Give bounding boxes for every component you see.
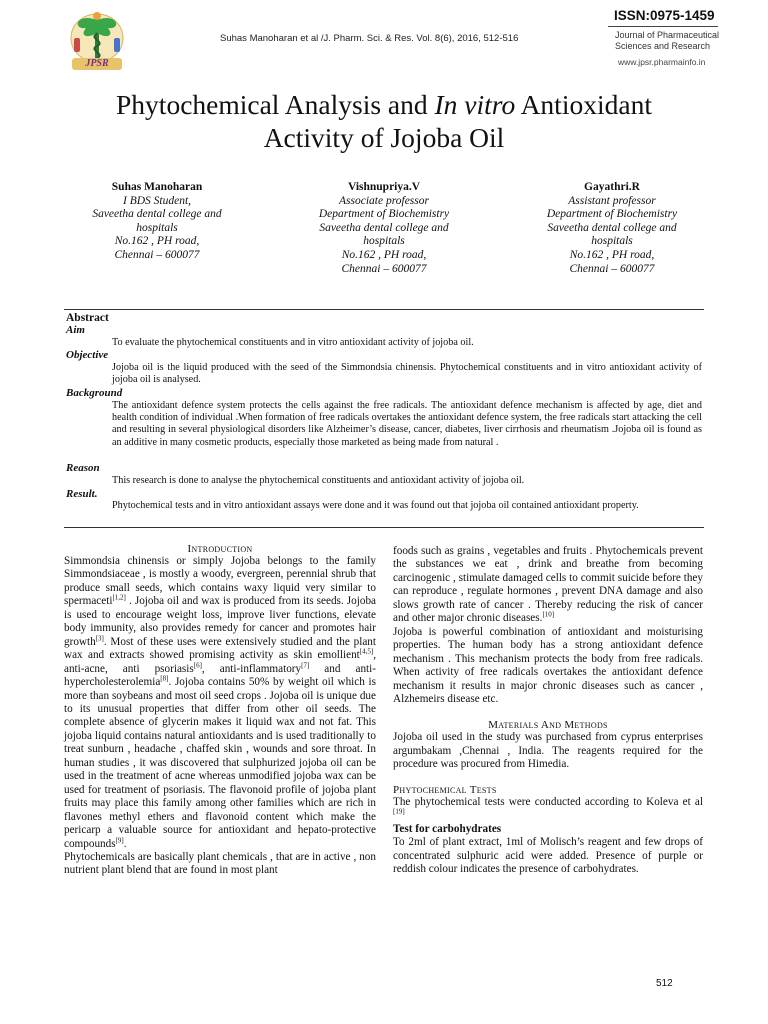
citation-ref[interactable]: [1,2] <box>112 593 126 602</box>
author-affiliation-line: Chennai – 600077 <box>341 262 427 275</box>
author-name: Vishnupriya.V <box>347 181 421 193</box>
intro-text: , anti-inflammatory <box>201 662 302 675</box>
carbohydrates-test-heading: Test for carbohydrates <box>393 822 502 835</box>
author-block-3 <box>517 181 707 276</box>
citation-ref[interactable]: [10] <box>542 610 555 619</box>
author-affiliation-line: No.162 , PH road, <box>114 235 200 248</box>
citation-ref[interactable]: [3] <box>95 633 104 642</box>
intro-text: and anti- hypercholesterolemia <box>64 662 376 689</box>
reason-text: This research is done to analyse the phytochemical constituents and antioxidant activity of jojoba oil. <box>112 475 525 486</box>
citation-line: Suhas Manoharan et al /J. Pharm. Sci. & Res. Vol. 8(6), 2016, 512-516 <box>220 33 519 44</box>
intro-text: , anti-acne, anti psoriasis <box>64 649 376 675</box>
author-block-1 <box>62 181 252 263</box>
journal-url[interactable]: www.jpsr.pharmainfo.in <box>618 57 706 67</box>
author-block-2 <box>289 181 479 276</box>
objective-text: Jojoba oil is the liquid produced with the seed of the Simmondsia chinensis. Phytochemical constituents and in vitro antioxidant activity of jojoba oil is analysed. <box>112 362 702 386</box>
author-affiliation-line: No.162 , PH road, <box>569 248 655 261</box>
phytochemical-tests-paragraph <box>393 796 703 823</box>
author-affiliation-line: I BDS Student, <box>122 194 192 207</box>
title-part2: Antioxidant <box>515 89 652 120</box>
background-label: Background <box>66 387 123 399</box>
abstract-bottom-rule <box>64 527 704 528</box>
intro-text: . Most of these uses were extensively studied and the plant wax and extracts showed promising activity as skin emollient <box>64 635 376 662</box>
body-text: foods such as grains , vegetables and fruits . Phytochemicals prevent the substances we eat , drink and breathe from becoming carcinogenic , stimulate damaged cells to commit suicide before they can reproduce , regulate hormones , prevent DNA damage and also slows growth rate of cancer . Thereby reducing the risk of cancer and other major chronic diseases. <box>393 545 703 625</box>
author-affiliation-line: Saveetha dental college and <box>547 221 677 234</box>
journal-name-line2: Sciences and Research <box>615 41 711 51</box>
author-affiliation-line: Saveetha dental college and <box>92 208 222 221</box>
jojoba-antioxidant-paragraph: Jojoba is powerful combination of antioxidant and moisturising properties. The human body has a strong antioxidant defence mechanism . This mechanism protects the body from free radicals. When activity of free radicals overtakes the antioxidant defence mechanism it results in major chronic diseases such as cancer , Alzhemeirs disease etc. <box>393 625 703 705</box>
page-number: 512 <box>656 978 673 989</box>
citation-ref[interactable]: [8] <box>160 674 169 683</box>
journal-name <box>615 30 719 52</box>
left-column <box>64 543 376 878</box>
author-name: Gayathri.R <box>584 181 640 193</box>
author-affiliation-line: No.162 , PH road, <box>341 248 427 261</box>
intro-text: . <box>123 837 127 850</box>
result-text: Phytochemical tests and in vitro antioxidant assays were done and it was found out that jojoba oil contained antioxidant property. <box>112 500 639 511</box>
citation-ref[interactable]: [19] <box>393 807 405 816</box>
author-affiliation-line: Chennai – 600077 <box>114 248 200 261</box>
objective-label: Objective <box>66 349 109 361</box>
intro-text: . Jojoba oil and wax is produced from its seeds. Jojoba is used to encourage weight loss, improve liver functions, elevate body immunity, also provides remedy for cancer and promotes hair growth <box>64 595 376 648</box>
journal-name-line1: Journal of Pharmaceutical <box>615 30 720 40</box>
abstract-top-rule <box>64 309 704 310</box>
header-rule <box>608 26 718 27</box>
background-text: The antioxidant defence system protects the cells against the free radicals. The antioxidant defence mechanism is affected by age, diet and health condition of individual .When formation of free radicals overtakes the antioxidant defence system, the free radicals start attacking the cell and resulting in several physiological disorders like Alzheimer’s disease, cancer, diabetes, liver cirrhosis and rheumatism .Jojoba oil is found as an additive in many cosmetic products, especially those marketed as being made from natural . <box>112 400 702 448</box>
body-text: The phytochemical tests were conducted according to Koleva et al <box>393 795 703 808</box>
citation-ref[interactable]: [9] <box>115 835 124 844</box>
aim-label: Aim <box>66 324 85 336</box>
title-part1: Phytochemical Analysis and <box>116 89 435 120</box>
citation-ref[interactable]: [4,5] <box>359 647 374 656</box>
title-italic: In vitro <box>434 89 516 120</box>
phytochemical-tests-heading: Phytochemical Tests <box>393 783 497 796</box>
author-affiliation-line: Associate professor <box>339 194 429 207</box>
introduction-heading: Introduction <box>187 543 253 555</box>
abstract-heading: Abstract <box>66 312 109 324</box>
materials-paragraph: Jojoba oil used in the study was purchased from cyprus enterprises argumbakam ,Chennai , India. The reagents required for the procedure was procured from Himedia. <box>393 731 703 771</box>
phytochemicals-paragraph: Phytochemicals are basically plant chemicals , that are in active , non nutrient plant blend that are found in most plant <box>64 850 376 877</box>
author-affiliation-line: hospitals <box>136 221 178 234</box>
materials-methods-heading: Materials And Methods <box>488 719 608 732</box>
result-label: Result. <box>66 488 98 500</box>
introduction-paragraph <box>64 555 376 851</box>
author-affiliation-line: hospitals <box>591 235 633 248</box>
right-column <box>393 545 703 877</box>
author-affiliation-line: Saveetha dental college and <box>319 221 449 234</box>
intro-text: . Jojoba contains 50% by weight oil which is more than soybeans and most oil seed crops . Jojoba oil is unique due to its unusual properties that differ from other oil seeds. The complete absence of glycerin makes it liquid wax and not fat. This jojoba liquid contains natural antioxidants and is used traditionally to treat sunburn , headache , chaffed skin , wounds and sore throat. In human studies , it was discovered that sulphurized jojoba oil can be used in the treatment of acne whereas unmodified jojoba wax can be used for treatment of psoriasis. The flavonoid profile of jojoba plant fruits may place this family among other families which are rich in flavones methyl ethers and flavonoid content which make the pericarp a valuable source for antioxidant and hepato-protective compounds <box>64 676 376 850</box>
journal-logo <box>66 8 128 72</box>
reason-label: Reason <box>66 462 100 474</box>
paper-title <box>0 88 768 154</box>
title-line2: Activity of Jojoba Oil <box>263 122 505 153</box>
citation-ref[interactable]: [7] <box>301 660 310 669</box>
phytochemicals-continued-paragraph <box>393 545 703 626</box>
citation-ref[interactable]: [6] <box>193 660 202 669</box>
author-affiliation-line: Department of Biochemistry <box>318 208 450 221</box>
carbohydrates-test-paragraph: To 2ml of plant extract, 1ml of Molisch’s reagent and few drops of concentrated sulphuric acid were added. Presence of purple or reddish colour indicates the presence of carbohydrates. <box>393 836 703 876</box>
author-affiliation-line: Assistant professor <box>568 194 656 207</box>
author-affiliation-line: Chennai – 600077 <box>569 262 655 275</box>
logo-text: JPSR <box>85 58 109 69</box>
author-affiliation-line: Department of Biochemistry <box>546 208 678 221</box>
author-affiliation-line: hospitals <box>363 235 405 248</box>
issn-label: ISSN:0975-1459 <box>614 8 715 23</box>
intro-text: Simmondsia chinensis or simply Jojoba belongs to the family Simmondsiaceae , is mostly a woody, evergreen, perennial shrub that produce small seeds, which contains waxy liquid very similar to spermaceti <box>64 555 376 608</box>
aim-text: To evaluate the phytochemical constituents and in vitro antioxidant activity of jojoba oil. <box>112 337 474 348</box>
author-name: Suhas Manoharan <box>111 181 203 193</box>
